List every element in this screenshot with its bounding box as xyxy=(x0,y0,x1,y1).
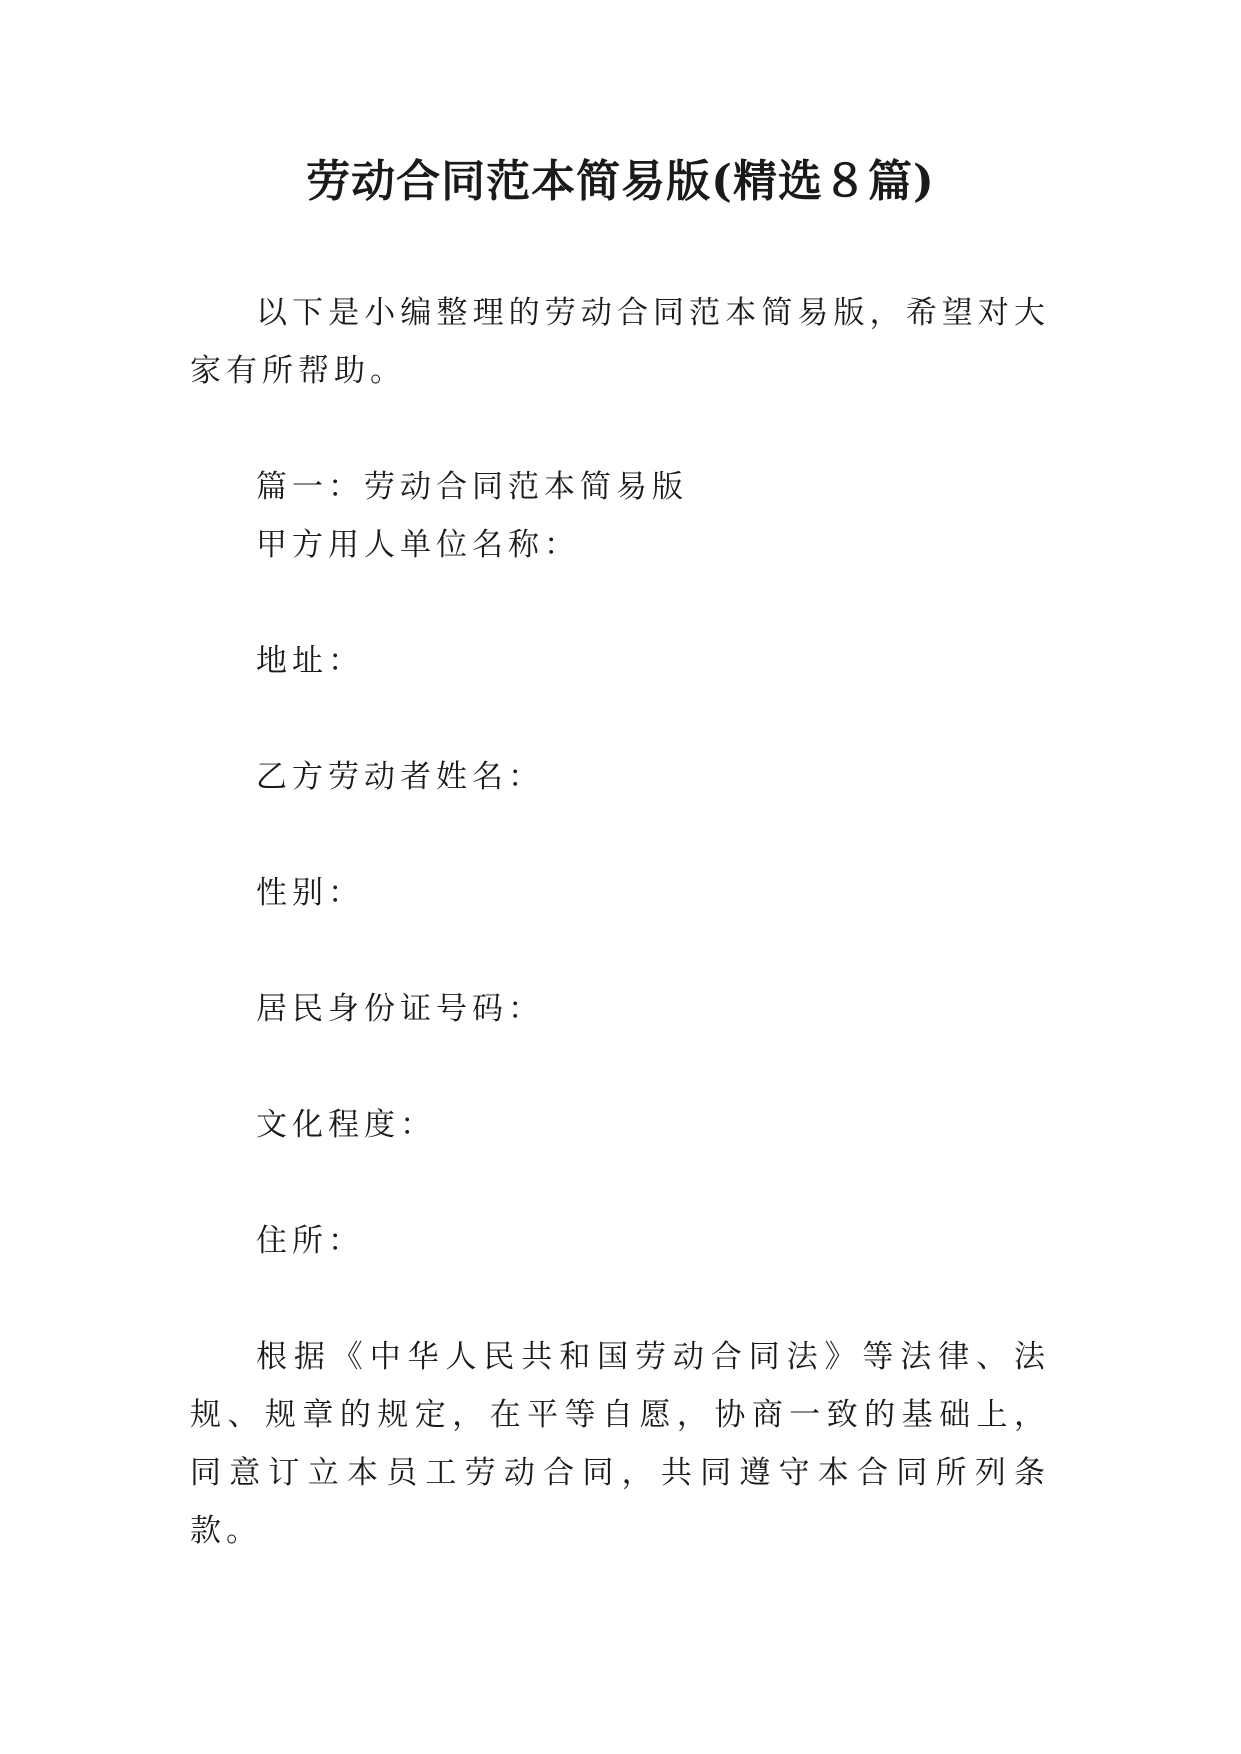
section-heading: 篇一：劳动合同范本简易版 xyxy=(256,469,688,505)
address-label: 地址： xyxy=(256,643,364,679)
education-label: 文化程度： xyxy=(256,1107,436,1143)
document-title: 劳动合同范本简易版(精选８篇) xyxy=(306,156,935,207)
id-number-label: 居民身份证号码： xyxy=(256,991,544,1027)
employer-name-label: 甲方用人单位名称： xyxy=(256,527,580,563)
residence-label: 住所： xyxy=(256,1223,364,1259)
employee-name-label: 乙方劳动者姓名： xyxy=(256,759,544,795)
intro-paragraph: 以下是小编整理的劳动合同范本简易版，希望对大家有所帮助。 xyxy=(190,295,1050,389)
basis-paragraph: 根据《中华人民共和国劳动合同法》等法律、法规、规章的规定，在平等自愿，协商一致的基础上，同意订立本员工劳动合同，共同遵守本合同所列条款。 xyxy=(190,1339,1050,1549)
gender-label: 性别： xyxy=(256,875,364,911)
